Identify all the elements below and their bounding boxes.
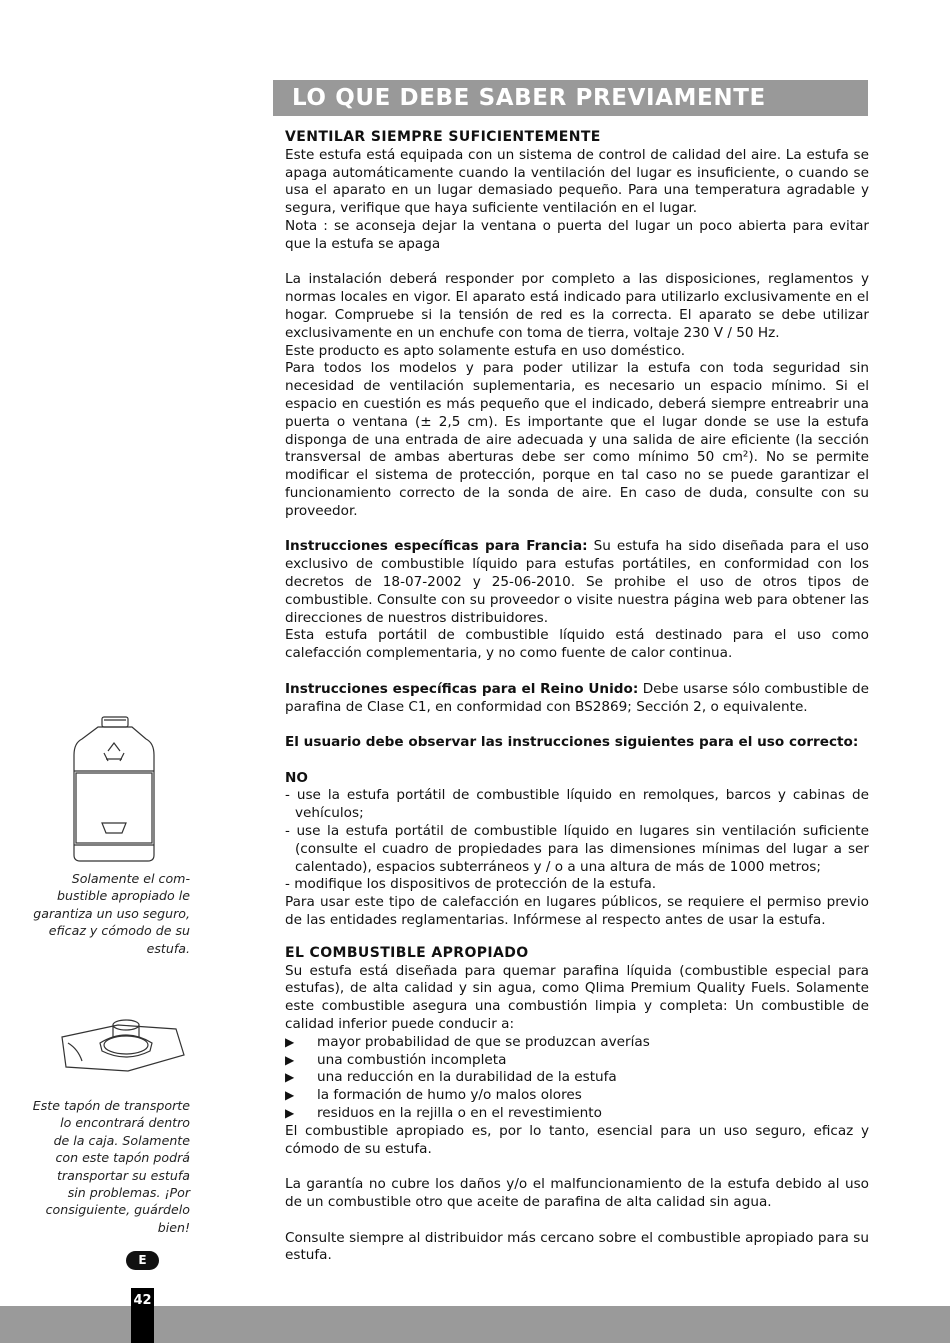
paragraph: El combustible apropiado es, por lo tanto, esencial para un uso seguro, eficaz y cómodo de su estufa. [285, 1122, 869, 1157]
paragraph: Nota : se aconseja dejar la ventana o puerta del lugar un poco abierta para evitar que la estufa se apaga [285, 217, 869, 252]
list-item: ▶ una combustión incompleta [285, 1051, 507, 1068]
paragraph: Su estufa está diseñada para quemar parafina líquida (combustible especial para estufas), de alta calidad y sin agua, como Qlima Premium Quality Fuels. Solamente este combustible asegura una combustión limpia y completa: Un combustible de calidad inferior puede conducir a: [285, 962, 869, 1033]
no-label: NO [285, 769, 308, 786]
paragraph: Este producto es apto solamente estufa en uso doméstico. [285, 342, 686, 359]
list-item: ▶ mayor probabilidad de que se produzcan averías [285, 1033, 650, 1050]
list-item: ▶ la formación de humo y/o malos olores [285, 1087, 582, 1104]
paragraph: Consulte siempre al distribuidor más cercano sobre el combustible apropiado para su estufa. [285, 1229, 869, 1264]
fuel-canister-icon [68, 715, 166, 865]
paragraph-francia [285, 538, 869, 627]
list-item: ▶ una reducción en la durabilidad de la estufa [285, 1069, 617, 1086]
section-title-combustible: EL COMBUSTIBLE APROPIADO [285, 944, 529, 961]
uk-label: Instrucciones específicas para el Reino Unido: [285, 680, 639, 697]
triangle-bullet-icon: ▶ [285, 1052, 295, 1067]
page-number: 42 [131, 1288, 154, 1343]
triangle-bullet-icon: ▶ [285, 1034, 295, 1049]
transport-cap-icon [58, 1015, 188, 1075]
language-badge: E [126, 1251, 159, 1270]
paragraph: Para todos los modelos y para poder utilizar la estufa con toda seguridad sin necesidad de ventilación suplementaria, es necesario un espacio mínimo. Si el espacio en cuestión es más pequeño que el indicado, deberá siempre entreabrir una puerta o ventana (± 2,5 cm). Es importante que el lugar donde se use la estufa disponga de una entrada de aire adecuada y una salida de aire eficiente (la sección transversal de ambas aberturas debe ser como mínimo 50 cm²). No se permite modificar el sistema de protección, porque en tal caso no se puede garantizar el funcionamiento correcto de la sonda de aire. En caso de duda, consulte con su proveedor. [285, 360, 869, 519]
caption-fuel: Solamente el com- bustible apropiado le garantiza un uso seguro, eficaz y cómodo de su estufa. [33, 871, 190, 956]
list-item: - use la estufa portátil de combustible líquido en lugares sin ventilación suficiente (consulte el cuadro de propiedades para las dimensiones mínimas del lugar a ser calentado), espacios subterráneos y / o a una altura de más de 1000 metros; [285, 823, 869, 875]
uk-text: Debe usarse sólo combustible de parafina de Clase C1, en conformidad con BS2869; Sección 2, o equivalente. [285, 680, 869, 715]
triangle-bullet-icon: ▶ [285, 1070, 295, 1085]
triangle-bullet-icon: ▶ [285, 1088, 295, 1103]
paragraph: Este estufa está equipada con un sistema de control de calidad del aire. La estufa se apaga automáticamente cuando la ventilación del lugar es insuficiente, o cuando se usa el aparato en un lugar demasiado pequeño. Para una temperatura agradable y segura, verifique que haya suficiente ventilación en el lugar. [285, 146, 869, 217]
list-item: - use la estufa portátil de combustible líquido en remolques, barcos y cabinas de vehículos; [285, 787, 869, 822]
list-item: - modifique los dispositivos de protección de la estufa. [285, 876, 657, 893]
francia-text: Su estufa ha sido diseñada para el uso exclusivo de combustible líquido para estufas portátiles, en conformidad con los decretos de 18-07-2002 y 25-06-2010. Se prohibe el uso de otros tipos de combustible. Consulte con su proveedor o visite nuestra página web para obtener las direcciones de nuestros distribuidores. [285, 538, 870, 626]
paragraph: Para usar este tipo de calefacción en lugares públicos, se requiere el permiso previo de las entidades reglamentarias. Infórmese al respecto antes de usar la estufa. [285, 894, 869, 929]
caption-cap: Este tapón de transporte lo encontrará dentro de la caja. Solamente con este tapón podrá transportar su estufa sin problemas. ¡Por consiguiente, guárdelo bien! [32, 1098, 190, 1235]
paragraph: Esta estufa portátil de combustible líquido está destinado para el uso como calefacción complementaria, y no como fuente de calor continua. [285, 627, 869, 662]
list-item: ▶ residuos en la rejilla o en el revestimiento [285, 1105, 602, 1122]
triangle-bullet-icon: ▶ [285, 1106, 295, 1121]
francia-label: Instrucciones específicas para Francia: [285, 538, 588, 555]
paragraph: La garantía no cubre los daños y/o el malfuncionamiento de la estufa debido al uso de un combustible otro que aceite de parafina de alta calidad sin agua. [285, 1176, 869, 1211]
paragraph-uk [285, 681, 869, 717]
section-header: LO QUE DEBE SABER PREVIAMENTE [273, 80, 868, 116]
usuario-instructions: El usuario debe observar las instrucciones siguientes para el uso correcto: [285, 734, 859, 751]
main-content [285, 129, 869, 1265]
paragraph: La instalación deberá responder por completo a las disposiciones, reglamentos y normas locales en vigor. El aparato está indicado para utilizarlo exclusivamente en el hogar. Compruebe si la tensión de red es la correcta. El aparato se debe utilizar exclusivamente en un enchufe con toma de tierra, voltaje 230 V / 50 Hz. [285, 271, 869, 341]
section-title-ventilar: VENTILAR SIEMPRE SUFICIENTEMENTE [285, 129, 601, 145]
